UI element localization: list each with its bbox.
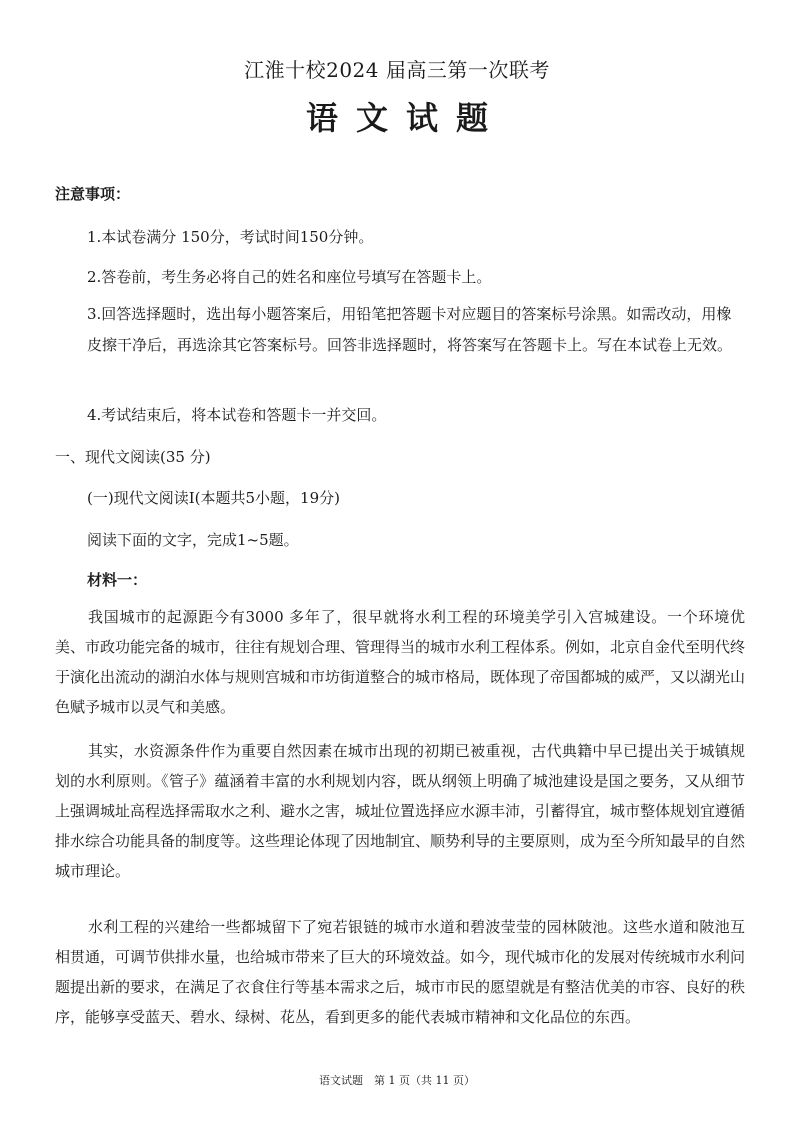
- section-heading: 一、现代文阅读(35 分): [55, 448, 211, 466]
- material-paragraph-2: 其实，水资源条件作为重要自然因素在城市出现的初期已被重视，古代典籍中早已提出关于城镇规划的水利原则。《管子》蕴涵着丰富的水利规划内容，既从纲领上明确了城池建设是国之要务，又从细节上强调城址高程选择需取水之利、避水之害，城址位置选择应水源丰沛，引蓄得宜，城市整体规划宜遵循排水综合功能具备的制度等。这些理论体现了因地制宜、顺势利导的主要原则，成为至今所知最早的自然城市理论。: [55, 742, 746, 880]
- subsection-heading: (一)现代文阅读Ⅰ(本题共5小题，19分): [87, 489, 340, 507]
- notice-item-1: 1.本试卷满分 150分，考试时间150分钟。: [87, 228, 374, 246]
- notice-item-4: 4.考试结束后，将本试卷和答题卡一并交回。: [87, 406, 387, 424]
- notice-heading: 注意事项：: [55, 185, 131, 203]
- reading-instruction: 阅读下面的文字，完成1~5题。: [87, 531, 299, 549]
- exam-subtitle: 江淮十校2024 届高三第一次联考: [244, 58, 550, 82]
- notice-item-3: 3.回答选择题时，选出每小题答案后，用铅笔把答题卡对应题目的答案标号涂黑。如需改动，用橡皮擦干净后，再选涂其它答案标号。回答非选择题时，将答案写在答题卡上。写在本试卷上无效。: [87, 305, 733, 354]
- material-label: 材料一：: [87, 571, 148, 589]
- material-paragraph-1: 我国城市的起源距今有3000 多年了，很早就将水利工程的环境美学引入宫城建设。一个环境优美、市政功能完备的城市，往往有规划合理、管理得当的城市水利工程体系。例如，北京自金代至明代终于演化出流动的湖泊水体与规则宫城和市坊街道整合的城市格局，既体现了帝国都城的威严，又以湖光山色赋予城市以灵气和美感。: [55, 608, 746, 716]
- notice-item-2: 2.答卷前，考生务必将自己的姓名和座位号填写在答题卡上。: [87, 268, 492, 286]
- page-footer: 语文试题 第 1 页（共 11 页）: [319, 1074, 475, 1087]
- material-paragraph-3: 水利工程的兴建给一些都城留下了宛若银链的城市水道和碧波莹莹的园林陂池。这些水道和陂池互相贯通，可调节供排水量，也给城市带来了巨大的环境效益。如今，现代城市化的发展对传统城市水利问题提出新的要求，在满足了衣食住行等基本需求之后，城市市民的愿望就是有整洁优美的市容、良好的秩序，能够享受蓝天、碧水、绿树、花丛，看到更多的能代表城市精神和文化品位的东西。: [55, 918, 746, 1026]
- exam-title: 语文试题: [305, 99, 506, 137]
